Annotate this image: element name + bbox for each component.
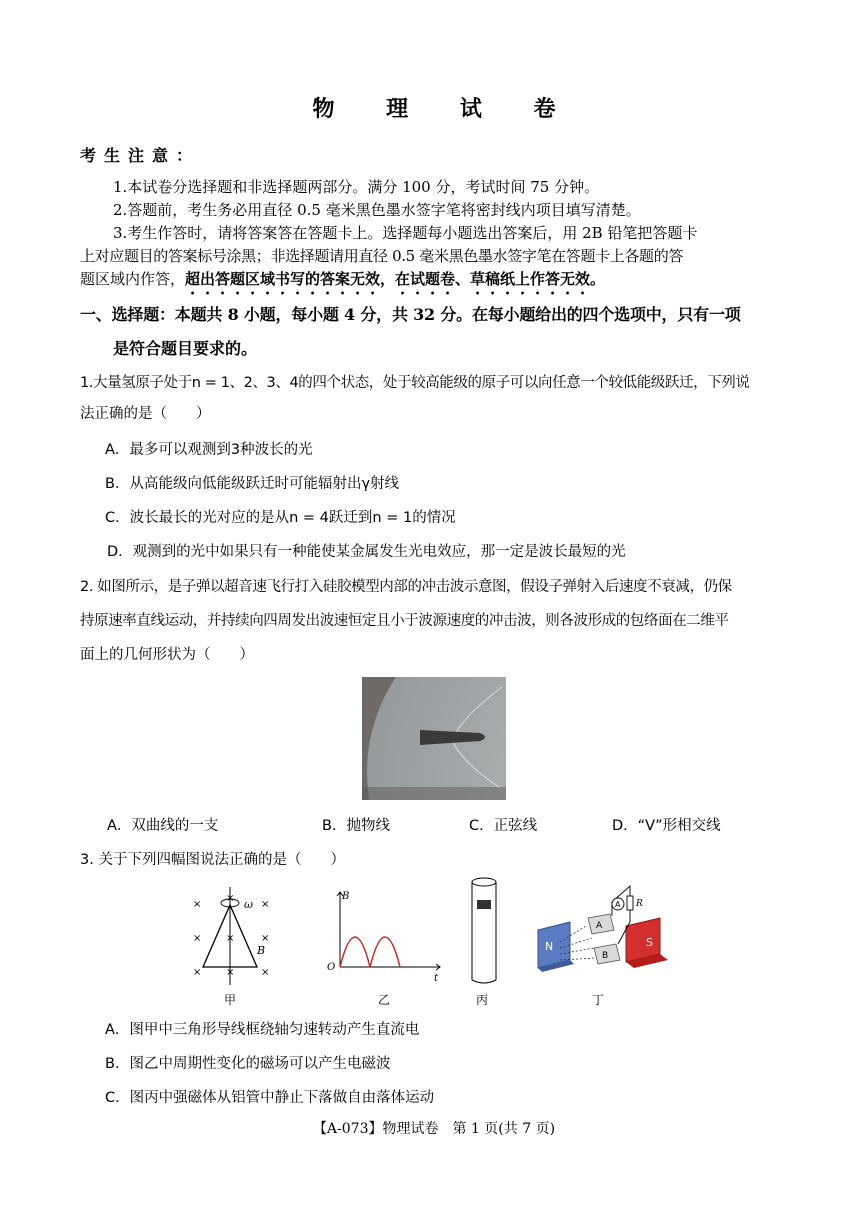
section-heading-line1: 一、选择题：本题共 8 小题，每小题 4 分，共 32 分。在每小题给出的四个选项中，只有一项 xyxy=(80,305,741,324)
page-title: 物 理 试 卷 xyxy=(312,96,578,122)
plate-b-label: B xyxy=(602,951,609,961)
resistor-label: R xyxy=(636,899,643,909)
bullet-shockwave-photo xyxy=(362,677,506,800)
page-footer: 【A-073】物理试卷 第 1 页(共 7 页) xyxy=(312,1121,556,1137)
q2-option-c: C．正弦线 xyxy=(469,818,538,834)
axis-t-label: t xyxy=(434,973,439,984)
fig-label-bing: 丙 xyxy=(476,993,489,1007)
figure-ding xyxy=(530,882,680,1005)
q1-option-b: B．从高能级向低能级跃迁时可能辐射出γ射线 xyxy=(105,476,400,492)
notice-item-1: 1.本试卷分选择题和非选择题两部分。满分 100 分，考试时间 75 分钟。 xyxy=(113,178,600,196)
q3-option-a: A．图甲中三角形导线框绕轴匀速转动产生直流电 xyxy=(105,1022,420,1038)
q3-stem: 3. 关于下列四幅图说法正确的是（ ） xyxy=(80,852,345,868)
q2-stem-line1: 2. 如图所示，是子弹以超音速飞行打入硅胶模型内部的冲击波示意图，假设子弹射入后速度不衰减，仍保 xyxy=(80,579,732,595)
q2-option-d: D．“V”形相交线 xyxy=(612,818,721,834)
notice-emphasis: 超出答题区域书写的答案无效，在试题卷、草稿纸上作答无效。 xyxy=(185,270,606,288)
axis-b-label: B xyxy=(342,891,350,902)
notice-heading: 考生注意： xyxy=(80,146,201,165)
field-cross: × xyxy=(226,967,235,978)
notice-item-3-plain: 题区域内作答， xyxy=(80,270,186,288)
q1-option-a: A．最多可以观测到3种波长的光 xyxy=(105,442,313,458)
fig-label-ding: 丁 xyxy=(592,993,605,1007)
ammeter-label: A xyxy=(615,900,621,909)
q2-stem-line2: 持原速率直线运动，并持续向四周发出波速恒定且小于波源速度的冲击波，则各波形成的包络面在二维平 xyxy=(80,613,729,629)
field-cross: × xyxy=(226,933,235,944)
q1-option-d: D．观测到的光中如果只有一种能使某金属发生光电效应，那一定是波长最短的光 xyxy=(107,544,626,560)
q3-option-b: B．图乙中周期性变化的磁场可以产生电磁波 xyxy=(105,1056,391,1072)
figure-yi xyxy=(320,887,445,1005)
q1-stem-line1: 1.大量氢原子处于n = 1、2、3、4的四个状态，处于较高能级的原子可以向任意一个较低能级跃迁，下列说 xyxy=(80,375,750,391)
field-cross: × xyxy=(226,893,235,904)
field-cross: × xyxy=(261,967,270,978)
notice-item-3-line3 xyxy=(80,268,605,298)
field-cross: × xyxy=(193,967,202,978)
section-heading-line2: 是符合题目要求的。 xyxy=(113,339,258,358)
magnet-s-label: S xyxy=(646,936,653,949)
figure-bing xyxy=(465,876,505,1005)
origin-label: O xyxy=(327,962,336,973)
notice-item-2: 2.答题前，考生务必用直径 0.5 毫米黑色墨水签字笔将密封线内项目填写清楚。 xyxy=(113,201,641,219)
omega-label: ω xyxy=(244,898,253,911)
q2-option-a: A．双曲线的一支 xyxy=(107,818,219,834)
magnet-n-label: N xyxy=(545,940,554,953)
q2-option-b: B．抛物线 xyxy=(322,818,390,834)
figure-jia xyxy=(185,887,285,1005)
notice-item-3-line2: 上对应题目的答案标号涂黑；非选择题请用直径 0.5 毫米黑色墨水签字笔在答题卡上各题的答 xyxy=(80,247,683,265)
field-cross: × xyxy=(261,933,270,944)
notice-item-3-line1: 3.考生作答时，请将答案答在答题卡上。选择题每小题选出答案后，用 2B 铅笔把答题卡 xyxy=(113,224,698,242)
q1-option-c: C．波长最长的光对应的是从n = 4跃迁到n = 1的情况 xyxy=(105,510,456,526)
field-cross: × xyxy=(193,899,202,910)
q2-stem-line3: 面上的几何形状为（ ） xyxy=(80,647,254,663)
fig-label-jia: 甲 xyxy=(224,993,237,1007)
field-cross: × xyxy=(261,899,270,910)
plate-a-label: A xyxy=(596,921,603,931)
q1-stem-line2: 法正确的是（ ） xyxy=(80,406,211,422)
fig-label-yi: 乙 xyxy=(378,993,391,1007)
q3-option-c: C．图丙中强磁体从铝管中静止下落做自由落体运动 xyxy=(105,1090,435,1106)
b-field-label: B xyxy=(257,944,266,957)
field-cross: × xyxy=(193,933,202,944)
